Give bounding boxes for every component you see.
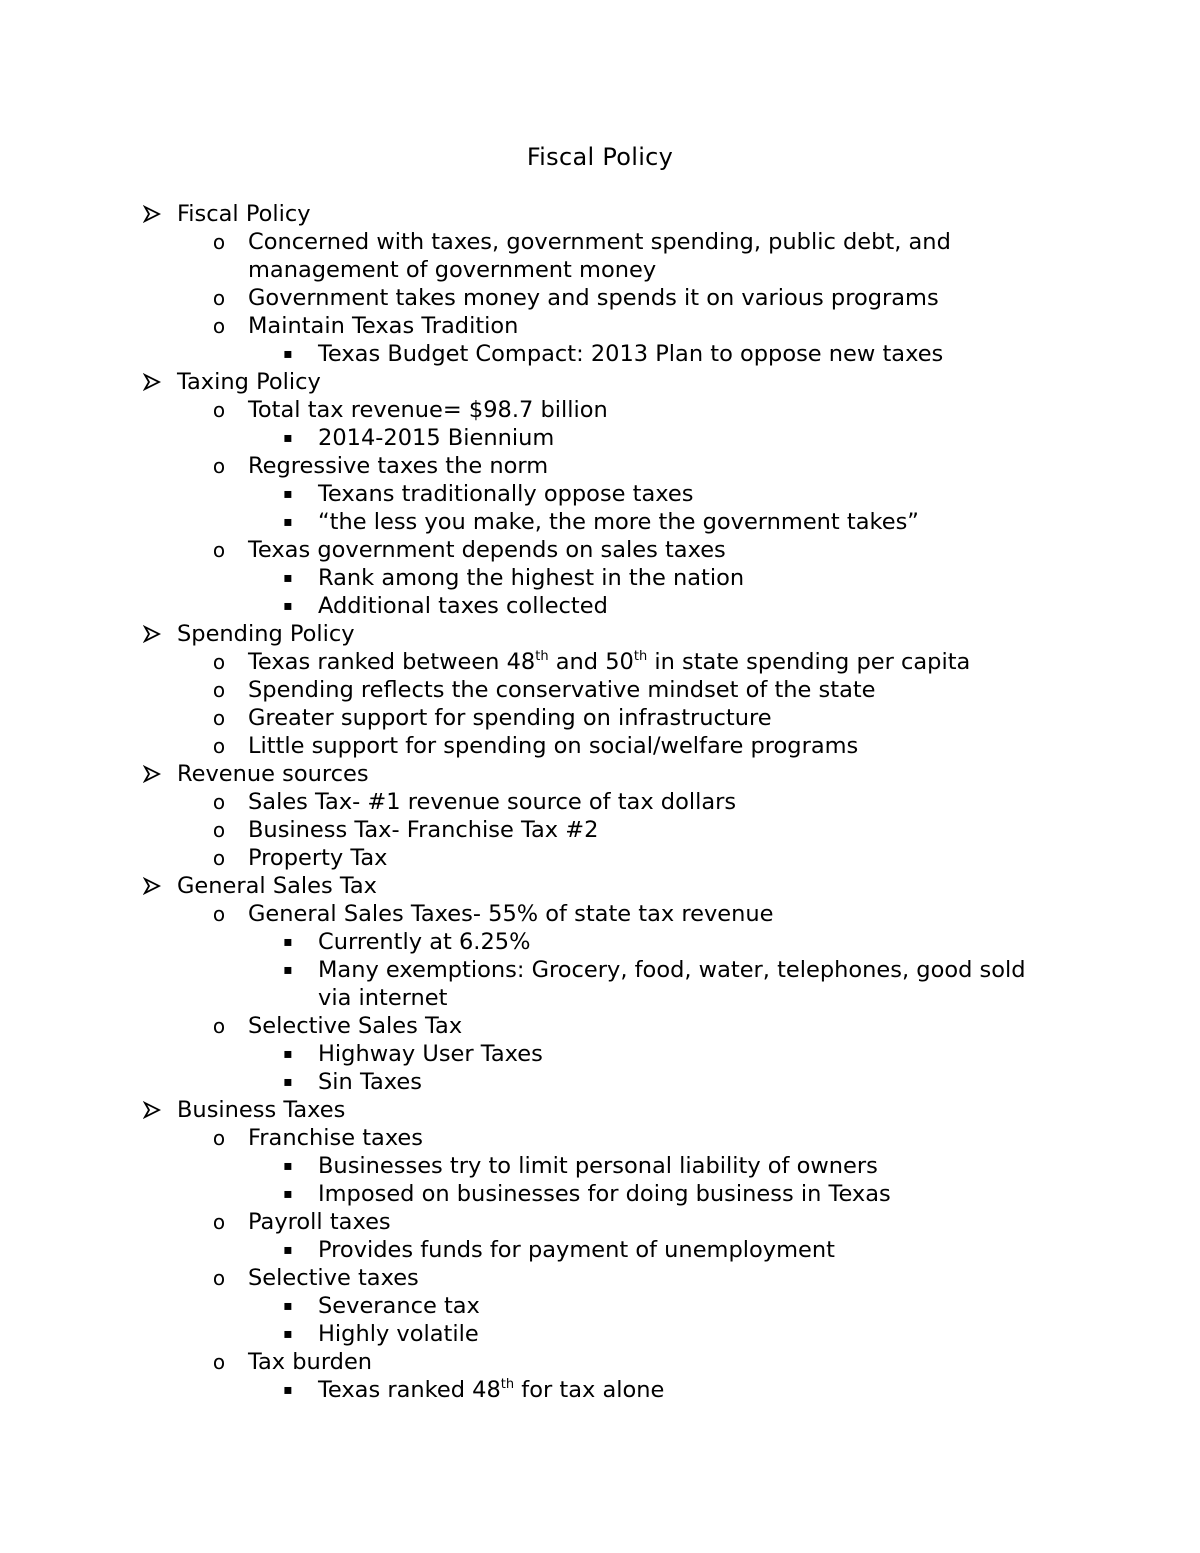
item-text: Texans traditionally oppose taxes: [318, 481, 694, 507]
outline-item: [0, 788, 1200, 816]
outline-item: [0, 312, 1200, 340]
section-heading: [0, 1096, 1200, 1124]
item-text: Spending Policy: [177, 621, 355, 647]
outline-subitem: [0, 1068, 1200, 1096]
item-text: 2014-2015 Biennium: [318, 425, 555, 451]
item-continuation: [0, 256, 1200, 284]
circle-bullet-marker: o: [212, 1210, 226, 1234]
outline-item: [0, 284, 1200, 312]
item-continuation: [0, 984, 1200, 1012]
text-part: for tax alone: [514, 1377, 665, 1403]
circle-bullet-marker: o: [212, 650, 226, 674]
outline-subitem: [0, 424, 1200, 452]
text-part: and 50: [548, 649, 634, 675]
outline-subitem: [0, 592, 1200, 620]
square-bullet-marker: ▪: [283, 1046, 293, 1062]
item-text: [318, 1376, 1200, 1404]
outline-subitem: [0, 1236, 1200, 1264]
circle-bullet-marker: o: [212, 706, 226, 730]
arrow-bullet-icon: [140, 620, 164, 643]
arrow-bullet-icon: [140, 1096, 164, 1119]
item-text: Property Tax: [248, 845, 388, 871]
circle-bullet-marker: o: [212, 678, 226, 702]
square-bullet-marker: ▪: [283, 1298, 293, 1314]
outline-item: [0, 732, 1200, 760]
item-text: Total tax revenue= $98.7 billion: [248, 397, 608, 423]
square-bullet-marker: ▪: [283, 934, 293, 950]
item-text: Government takes money and spends it on various programs: [248, 285, 939, 311]
item-text: Taxing Policy: [177, 369, 321, 395]
circle-bullet-marker: o: [212, 734, 226, 758]
square-bullet-marker: ▪: [283, 1158, 293, 1174]
continuation-text: management of government money: [248, 257, 657, 283]
circle-bullet-marker: o: [212, 286, 226, 310]
item-text: Many exemptions: Grocery, food, water, telephones, good sold: [318, 957, 1026, 983]
outline-subitem: [0, 1292, 1200, 1320]
item-text: “the less you make, the more the government takes”: [318, 509, 919, 535]
outline-subitem: [0, 340, 1200, 368]
circle-bullet-marker: o: [212, 846, 226, 870]
item-text: Texas government depends on sales taxes: [248, 537, 726, 563]
circle-bullet-marker: o: [212, 790, 226, 814]
circle-bullet-marker: o: [212, 398, 226, 422]
superscript: th: [535, 649, 549, 664]
item-text: Payroll taxes: [248, 1209, 391, 1235]
item-text: Spending reflects the conservative mindset of the state: [248, 677, 876, 703]
square-bullet-marker: ▪: [283, 1186, 293, 1202]
item-text: Additional taxes collected: [318, 593, 608, 619]
square-bullet-marker: ▪: [283, 1382, 293, 1398]
circle-bullet-marker: o: [212, 314, 226, 338]
outline-list: [0, 200, 1200, 1404]
item-text: Texas Budget Compact: 2013 Plan to oppose new taxes: [318, 341, 944, 367]
item-text: Maintain Texas Tradition: [248, 313, 519, 339]
item-text: Business Tax- Franchise Tax #2: [248, 817, 599, 843]
document-title: Fiscal Policy: [526, 143, 674, 171]
square-bullet-marker: ▪: [283, 1074, 293, 1090]
circle-bullet-marker: o: [212, 818, 226, 842]
square-bullet-marker: ▪: [283, 486, 293, 502]
superscript: th: [500, 1377, 515, 1392]
outline-item: [0, 452, 1200, 480]
outline-item: [0, 1124, 1200, 1152]
square-bullet-marker: ▪: [283, 514, 293, 530]
outline-subitem: [0, 1376, 1200, 1404]
outline-subitem: [0, 480, 1200, 508]
arrow-bullet-icon: [140, 368, 164, 391]
text-part: Texas ranked between 48: [248, 649, 536, 675]
outline-item: [0, 1208, 1200, 1236]
item-text: Selective taxes: [248, 1265, 419, 1291]
section-heading: [0, 760, 1200, 788]
item-text: Sales Tax- #1 revenue source of tax dollars: [248, 789, 737, 815]
item-text: Sin Taxes: [318, 1069, 422, 1095]
text-part: Texas ranked 48: [318, 1377, 501, 1403]
square-bullet-marker: ▪: [283, 570, 293, 586]
square-bullet-marker: ▪: [283, 430, 293, 446]
item-text: Rank among the highest in the nation: [318, 565, 745, 591]
outline-item: [0, 816, 1200, 844]
outline-subitem: [0, 928, 1200, 956]
outline-item: [0, 1012, 1200, 1040]
square-bullet-marker: ▪: [283, 598, 293, 614]
superscript: th: [633, 649, 648, 664]
item-text: Greater support for spending on infrastructure: [248, 705, 772, 731]
item-text: General Sales Taxes- 55% of state tax revenue: [248, 901, 774, 927]
circle-bullet-marker: o: [212, 1126, 226, 1150]
arrow-bullet-icon: [140, 872, 164, 895]
arrow-bullet-icon: [140, 760, 164, 783]
outline-item: [0, 676, 1200, 704]
outline-item: [0, 396, 1200, 424]
square-bullet-marker: ▪: [283, 1242, 293, 1258]
section-heading: [0, 620, 1200, 648]
section-heading: [0, 200, 1200, 228]
arrow-bullet-icon: [140, 200, 164, 223]
square-bullet-marker: ▪: [283, 346, 293, 362]
circle-bullet-marker: o: [212, 902, 226, 926]
item-text: Highway User Taxes: [318, 1041, 543, 1067]
item-text: Business Taxes: [177, 1097, 346, 1123]
outline-subitem: [0, 1040, 1200, 1068]
outline-item: [0, 648, 1200, 676]
circle-bullet-marker: o: [212, 538, 226, 562]
outline-subitem: [0, 956, 1200, 984]
outline-subitem: [0, 1152, 1200, 1180]
outline-item: [0, 704, 1200, 732]
outline-subitem: [0, 564, 1200, 592]
item-text: General Sales Tax: [177, 873, 377, 899]
circle-bullet-marker: o: [212, 1350, 226, 1374]
item-text: Selective Sales Tax: [248, 1013, 463, 1039]
item-text: Currently at 6.25%: [318, 929, 531, 955]
outline-subitem: [0, 1320, 1200, 1348]
item-text: Little support for spending on social/welfare programs: [248, 733, 859, 759]
section-heading: [0, 872, 1200, 900]
item-text: [248, 648, 1200, 676]
text-part: in state spending per capita: [647, 649, 971, 675]
square-bullet-marker: ▪: [283, 962, 293, 978]
item-text: Franchise taxes: [248, 1125, 424, 1151]
circle-bullet-marker: o: [212, 454, 226, 478]
square-bullet-marker: ▪: [283, 1326, 293, 1342]
outline-item: [0, 900, 1200, 928]
item-text: Provides funds for payment of unemployment: [318, 1237, 835, 1263]
item-text: Regressive taxes the norm: [248, 453, 549, 479]
item-text: Imposed on businesses for doing business in Texas: [318, 1181, 891, 1207]
circle-bullet-marker: o: [212, 230, 226, 254]
section-heading: [0, 368, 1200, 396]
outline-item: [0, 1264, 1200, 1292]
outline-item: [0, 228, 1200, 256]
item-text: Businesses try to limit personal liability of owners: [318, 1153, 878, 1179]
circle-bullet-marker: o: [212, 1266, 226, 1290]
circle-bullet-marker: o: [212, 1014, 226, 1038]
item-text: Tax burden: [248, 1349, 373, 1375]
item-text: Fiscal Policy: [177, 201, 311, 227]
outline-item: [0, 844, 1200, 872]
item-text: Severance tax: [318, 1293, 480, 1319]
continuation-text: via internet: [318, 985, 448, 1011]
item-text: Concerned with taxes, government spending, public debt, and: [248, 229, 951, 255]
item-text: Highly volatile: [318, 1321, 479, 1347]
outline-subitem: [0, 508, 1200, 536]
outline-item: [0, 1348, 1200, 1376]
outline-item: [0, 536, 1200, 564]
outline-subitem: [0, 1180, 1200, 1208]
item-text: Revenue sources: [177, 761, 369, 787]
